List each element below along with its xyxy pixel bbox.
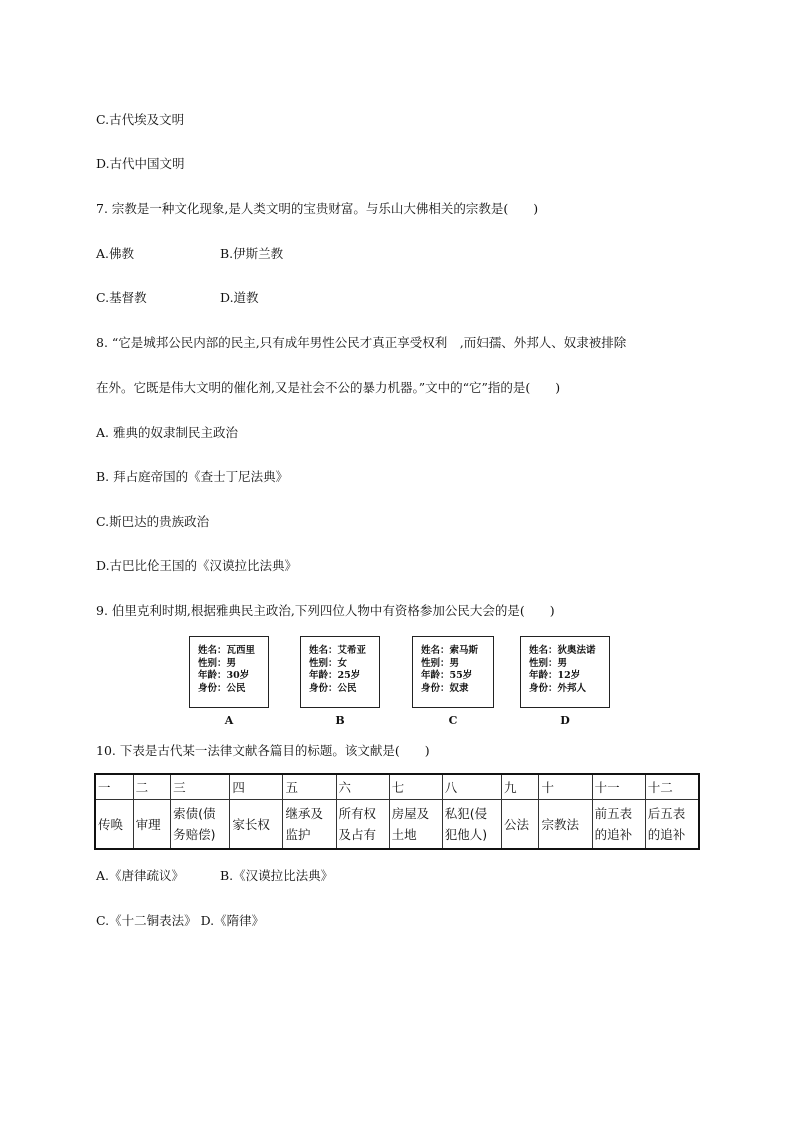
card-label-b: B	[335, 714, 345, 727]
table-cell: 私犯(侵 犯他人)	[442, 800, 501, 850]
person-card-b: 姓名：艾希亚 性别：女 年龄：25岁 身份：公民	[300, 636, 380, 708]
option-a-q7: A.佛教	[96, 246, 135, 261]
table-header-cell: 六	[336, 774, 389, 800]
table-header-cell: 十二	[645, 774, 699, 800]
person-card-d: 姓名：狄奥法诺 性别：男 年龄：12岁 身份：外邦人	[520, 636, 610, 708]
option-b-q7: B.伊斯兰教	[220, 246, 284, 261]
person-card-a: 姓名：瓦西里 性别：男 年龄：30岁 身份：公民	[189, 636, 269, 708]
option-b-q10: B.《汉谟拉比法典》	[220, 868, 334, 883]
table-header-cell: 八	[442, 774, 501, 800]
table-header-cell: 三	[171, 774, 230, 800]
table-cell: 前五表 的追补	[592, 800, 645, 850]
table-cell: 继承及 监护	[283, 800, 336, 850]
table-header-cell: 五	[283, 774, 336, 800]
table-row	[95, 800, 699, 850]
option-c-q7: C.基督教	[96, 290, 147, 305]
table-cell: 公法	[501, 800, 539, 850]
table-header-cell: 二	[133, 774, 171, 800]
person-card-c: 姓名：索马斯 性别：男 年龄：55岁 身份：奴隶	[412, 636, 494, 708]
table-cell: 家长权	[230, 800, 283, 850]
question-10: 10. 下表是古代某一法律文献各篇目的标题。该文献是( )	[96, 743, 430, 758]
table-header-cell: 一	[95, 774, 133, 800]
option-c-q8: C.斯巴达的贵族政治	[96, 514, 210, 529]
table-cell: 宗教法	[539, 800, 592, 850]
table-header-row	[95, 774, 699, 800]
table-header-cell: 四	[230, 774, 283, 800]
option-cd-q10: C.《十二铜表法》 D.《隋律》	[96, 913, 265, 928]
table-cell: 房屋及 土地	[389, 800, 442, 850]
option-d-q7: D.道教	[220, 290, 259, 305]
option-c-q6: C.古代埃及文明	[96, 112, 185, 127]
card-label-c: C	[448, 714, 458, 727]
option-b-q8: B. 拜占庭帝国的《查士丁尼法典》	[96, 469, 289, 484]
option-d-q6: D.古代中国文明	[96, 156, 185, 171]
table-cell: 审理	[133, 800, 171, 850]
card-label-d: D	[560, 714, 570, 727]
question-8-line1: 8. “它是城邦公民内部的民主,只有成年男性公民才真正享受权利 ,而妇孺、外邦人、奴隶被排除	[96, 335, 627, 350]
table-cell: 传唤	[95, 800, 133, 850]
table-cell: 后五表 的追补	[645, 800, 699, 850]
table-cell: 索债(债 务赔偿)	[171, 800, 230, 850]
card-label-a: A	[224, 714, 234, 727]
table-header-cell: 七	[389, 774, 442, 800]
table-cell: 所有权 及占有	[336, 800, 389, 850]
option-a-q10: A.《唐律疏议》	[96, 868, 185, 883]
option-d-q8: D.古巴比伦王国的《汉谟拉比法典》	[96, 558, 298, 573]
question-7: 7. 宗教是一种文化现象,是人类文明的宝贵财富。与乐山大佛相关的宗教是( )	[96, 201, 539, 216]
law-chapters-table	[94, 773, 700, 850]
question-8-line2: 在外。它既是伟大文明的催化剂,又是社会不公的暴力机器。”文中的“它”指的是( )	[96, 380, 561, 395]
table-header-cell: 十一	[592, 774, 645, 800]
option-a-q8: A. 雅典的奴隶制民主政治	[96, 425, 238, 440]
question-9: 9. 伯里克利时期,根据雅典民主政治,下列四位人物中有资格参加公民大会的是( )	[96, 603, 555, 618]
table-header-cell: 十	[539, 774, 592, 800]
table-header-cell: 九	[501, 774, 539, 800]
